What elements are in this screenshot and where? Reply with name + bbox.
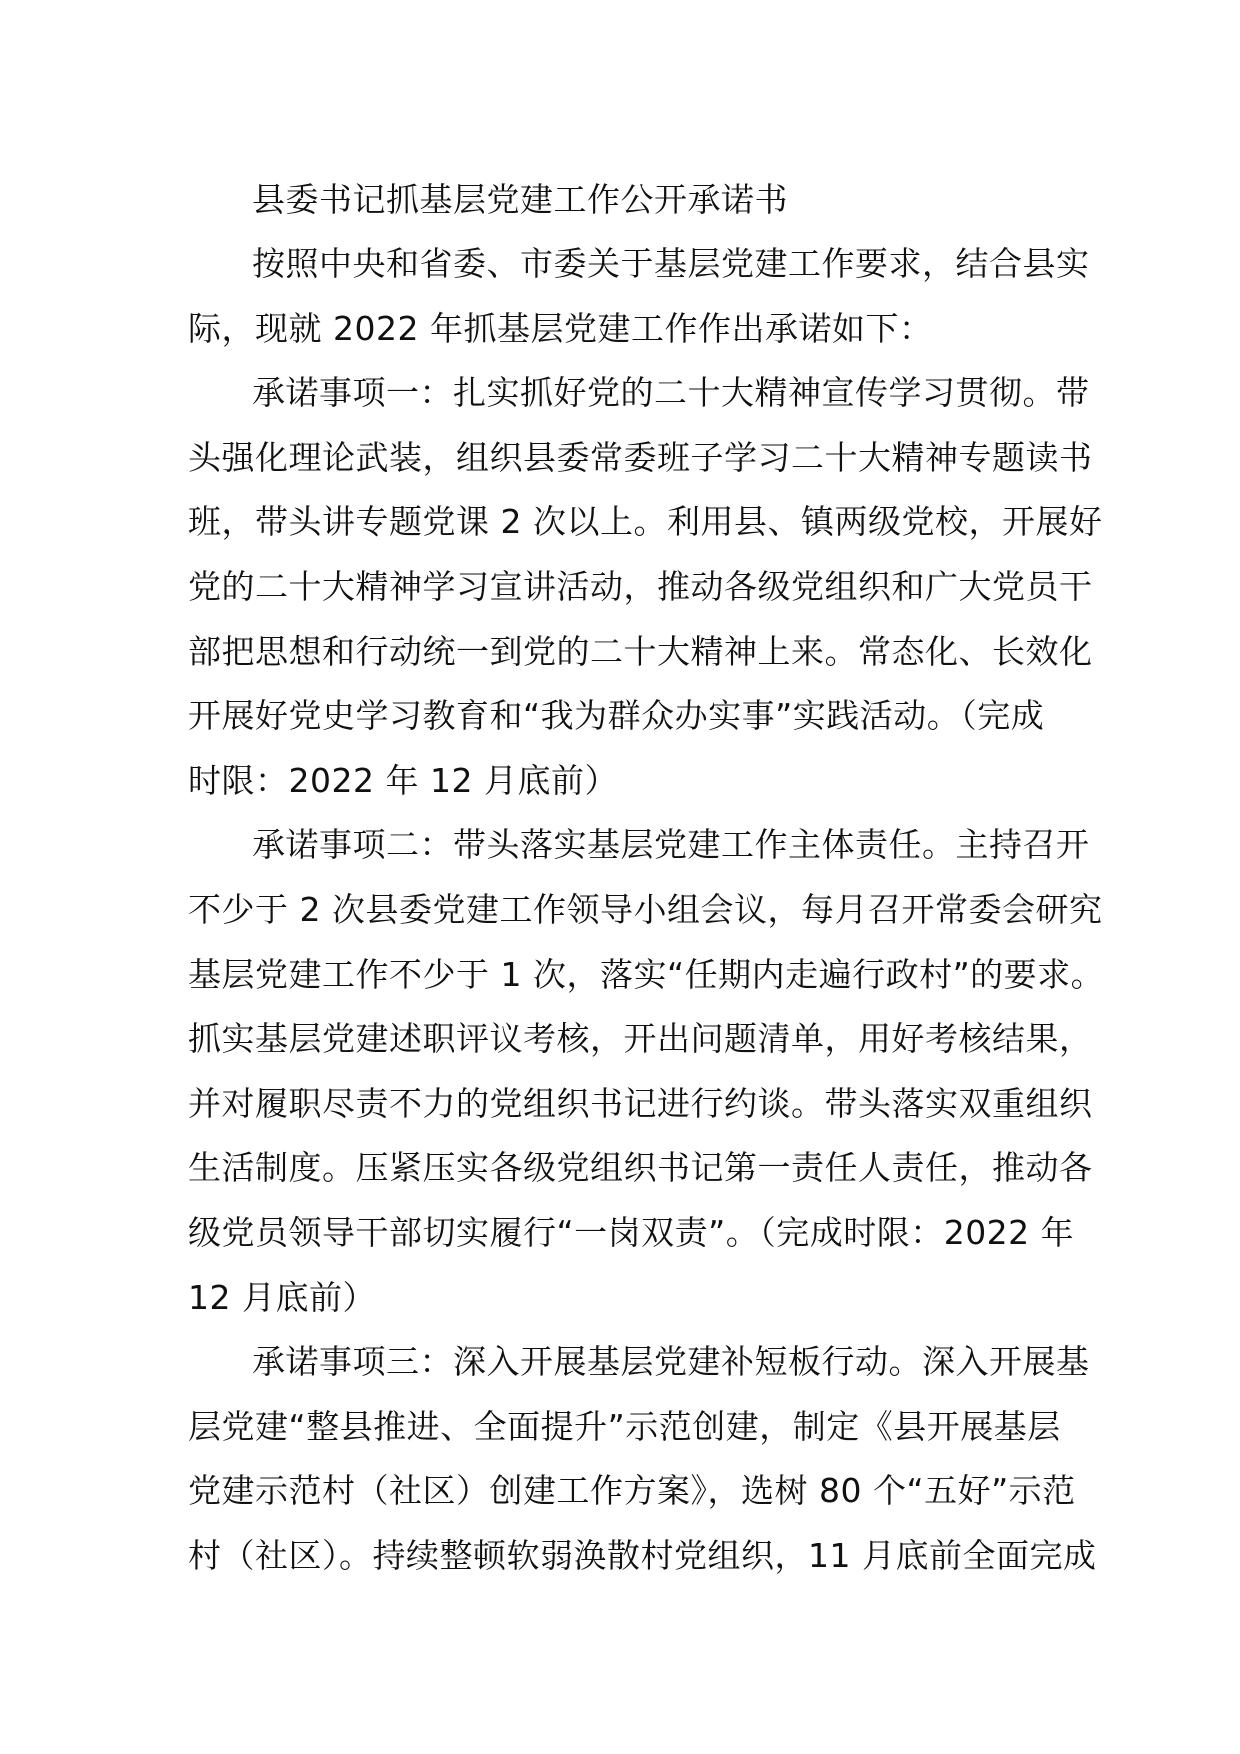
commitment-3-line-1: 承诺事项三：深入开展基层党建补短板行动。深入开展基 [252,1342,1090,1382]
commitment-2-line-7: 级党员领导干部切实履行“一岗双责”。（完成时限：2022 年 [188,1212,1075,1252]
commitment-1-line-7: 时限：2022 年 12 月底前） [188,760,618,800]
commitment-2-line-8: 12 月底前） [188,1277,376,1317]
commitment-1-line-1: 承诺事项一：扎实抓好党的二十大精神宣传学习贯彻。带 [252,373,1090,413]
commitment-2-line-2: 不少于 2 次县委党建工作领导小组会议，每月召开常委会研究 [188,889,1103,929]
commitment-1-line-4: 党的二十大精神学习宣讲活动，推动各级党组织和广大党员干 [188,566,1093,606]
commitment-1-line-5: 部把思想和行动统一到党的二十大精神上来。常态化、长效化 [188,631,1093,671]
commitment-1-line-2: 头强化理论武装，组织县委常委班子学习二十大精神专题读书 [188,437,1093,477]
commitment-1-line-6: 开展好党史学习教育和“我为群众办实事”实践活动。（完成 [188,696,1045,736]
commitment-2-line-1: 承诺事项二：带头落实基层党建工作主体责任。主持召开 [252,825,1090,865]
intro-line-2: 际，现就 2022 年抓基层党建工作作出承诺如下： [188,308,933,348]
commitment-2-line-3: 基层党建工作不少于 1 次，落实“任期内走遍行政村”的要求。 [188,954,1105,994]
commitment-3-line-2: 层党建“整县推进、全面提升”示范创建，制定《县开展基层 [188,1406,1061,1446]
commitment-3-line-3: 党建示范村（社区）创建工作方案》，选树 80 个“五好”示范 [188,1471,1076,1511]
intro-line-1: 按照中央和省委、市委关于基层党建工作要求，结合县实 [252,244,1090,283]
document-body [188,168,1105,1588]
document-title: 县委书记抓基层党建工作公开承诺书 [252,180,788,219]
commitment-2-line-6: 生活制度。压紧压实各级党组织书记第一责任人责任，推动各 [188,1148,1093,1188]
commitment-2-line-5: 并对履职尽责不力的党组织书记进行约谈。带头落实双重组织 [188,1083,1093,1123]
commitment-1-line-3: 班，带头讲专题党课 2 次以上。利用县、镇两级党校，开展好 [188,502,1103,542]
commitment-2-line-4: 抓实基层党建述职评议考核，开出问题清单，用好考核结果， [188,1019,1093,1059]
commitment-3-line-4: 村（社区）。持续整顿软弱涣散村党组织，11 月底前全面完成 [188,1535,1097,1575]
